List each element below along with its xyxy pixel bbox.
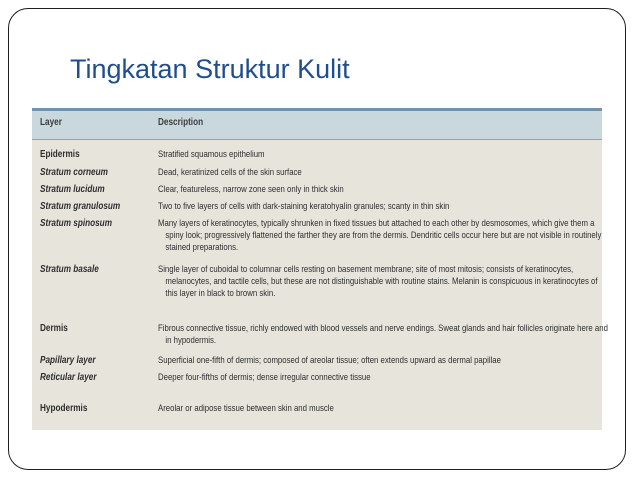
layer-cell: Hypodermis	[40, 403, 88, 414]
table-header-row	[32, 111, 602, 140]
layer-cell: Papillary layer	[40, 355, 96, 366]
layer-cell: Stratum basale	[40, 264, 99, 275]
header-description: Description	[158, 117, 204, 128]
layer-cell: Reticular layer	[40, 372, 97, 383]
description-cell: Two to five layers of cells with dark-staining keratohyalin granules; scanty in thin skin	[158, 201, 450, 212]
description-cell: Superficial one-fifth of dermis; composed of areolar tissue; often extends upward as dermal papillae	[158, 355, 501, 366]
description-cell: Single layer of cuboidal to columnar cells resting on basement membrane; site of most mitosis; consists of keratinocytes, melanocytes, and tactile cells, but these are not distinguishable with routine stains. Melanin is conspicuous in keratinocytes of this layer in black to brown skin.	[158, 264, 598, 299]
description-cell: Fibrous connective tissue, richly endowed with blood vessels and nerve endings. Sweat glands and hair follicles originate here and in hypodermis.	[158, 323, 608, 346]
description-cell: Stratified squamous epithelium	[158, 149, 265, 160]
slide-title: Tingkatan Struktur Kulit	[70, 54, 350, 84]
layer-cell: Stratum corneum	[40, 167, 108, 178]
layer-cell: Stratum lucidum	[40, 184, 105, 195]
layer-cell: Stratum spinosum	[40, 218, 112, 229]
description-cell: Clear, featureless, narrow zone seen only in thick skin	[158, 184, 344, 195]
description-cell: Many layers of keratinocytes, typically shrunken in fixed tissues but attached to each other by desmosomes, which give them a spiny look; progressively flattened the farther they are from the dermis. Dendritic cells occur here but are not visible in routinely stained preparations.	[158, 218, 602, 253]
description-cell: Areolar or adipose tissue between skin and muscle	[158, 403, 334, 414]
skin-layers-table	[32, 108, 608, 430]
description-cell: Deeper four-fifths of dermis; dense irregular connective tissue	[158, 372, 371, 383]
layer-cell: Dermis	[40, 323, 68, 334]
layer-cell: Epidermis	[40, 149, 80, 160]
description-cell: Dead, keratinized cells of the skin surface	[158, 167, 302, 178]
layer-cell: Stratum granulosum	[40, 201, 121, 212]
header-layer: Layer	[40, 117, 62, 128]
